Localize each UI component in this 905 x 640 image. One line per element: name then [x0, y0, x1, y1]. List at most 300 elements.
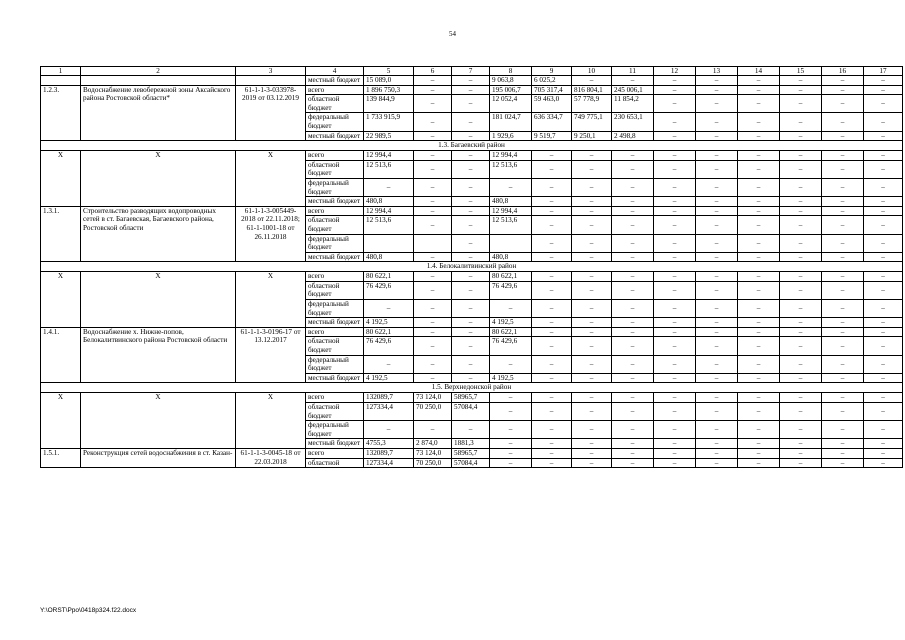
value-cell: –: [452, 355, 490, 373]
value-cell: –: [612, 272, 654, 282]
value-cell: –: [864, 355, 903, 373]
value-cell: –: [738, 178, 780, 196]
funding-source: всего: [306, 448, 364, 458]
value-cell: –: [532, 393, 572, 403]
value-cell: –: [654, 337, 696, 355]
value-cell: –: [414, 85, 452, 95]
blank-cell: [236, 76, 306, 86]
value-cell: 76 429,6: [490, 281, 532, 299]
value-cell: –: [822, 439, 864, 449]
funding-source: федеральный бюджет: [306, 234, 364, 252]
value-cell: –: [696, 355, 738, 373]
value-cell: 15 089,0: [364, 76, 414, 86]
value-cell: –: [780, 234, 822, 252]
funding-source: местный бюджет: [306, 439, 364, 449]
value-cell: –: [572, 393, 612, 403]
value-cell: 80 622,1: [490, 327, 532, 337]
value-cell: –: [780, 281, 822, 299]
value-cell: –: [864, 448, 903, 458]
value-cell: –: [532, 300, 572, 318]
value-cell: [364, 234, 414, 252]
value-cell: –: [864, 272, 903, 282]
value-cell: –: [822, 327, 864, 337]
value-cell: –: [738, 252, 780, 262]
table-row: [41, 206, 903, 216]
value-cell: –: [696, 178, 738, 196]
value-cell: –: [822, 113, 864, 131]
funding-source: областной бюджет: [306, 281, 364, 299]
value-cell: –: [696, 197, 738, 207]
section-title: 1.4. Белокалитвинский район: [41, 262, 903, 272]
value-cell: –: [414, 272, 452, 282]
value-cell: –: [414, 178, 452, 196]
value-cell: –: [780, 178, 822, 196]
value-cell: –: [696, 393, 738, 403]
value-cell: –: [572, 197, 612, 207]
value-cell: –: [738, 421, 780, 439]
value-cell: 480,8: [490, 252, 532, 262]
value-cell: –: [654, 272, 696, 282]
value-cell: –: [780, 85, 822, 95]
value-cell: –: [822, 234, 864, 252]
value-cell: –: [654, 131, 696, 141]
value-cell: –: [738, 197, 780, 207]
item-name: Водоснабжение левобережной зоны Аксайского района Ростовской области*: [81, 85, 236, 141]
value-cell: 6 025,2: [532, 76, 572, 86]
value-cell: –: [822, 393, 864, 403]
value-cell: –: [654, 113, 696, 131]
value-cell: –: [696, 337, 738, 355]
value-cell: –: [452, 113, 490, 131]
value-cell: –: [654, 151, 696, 161]
value-cell: –: [696, 131, 738, 141]
file-path-footer: Y:\ORST\Ppo\0418p324.f22.docx: [40, 607, 137, 614]
value-cell: –: [612, 458, 654, 468]
value-cell: 22 989,5: [364, 131, 414, 141]
value-cell: –: [654, 281, 696, 299]
value-cell: –: [414, 216, 452, 234]
value-cell: 181 024,7: [490, 113, 532, 131]
value-cell: –: [572, 318, 612, 328]
value-cell: –: [696, 95, 738, 113]
table-row: [41, 85, 903, 95]
value-cell: –: [654, 76, 696, 86]
registration-number: 61-1-1-3-0045-18 от 22.03.2018: [236, 448, 306, 467]
value-cell: –: [532, 327, 572, 337]
value-cell: 58965,7: [452, 448, 490, 458]
funding-source: всего: [306, 85, 364, 95]
item-name: Х: [81, 393, 236, 449]
value-cell: –: [532, 373, 572, 383]
value-cell: 4 192,5: [364, 373, 414, 383]
funding-source: федеральный бюджет: [306, 178, 364, 196]
value-cell: –: [572, 252, 612, 262]
value-cell: –: [532, 355, 572, 373]
value-cell: –: [822, 151, 864, 161]
funding-source: областной бюджет: [306, 95, 364, 113]
value-cell: –: [572, 448, 612, 458]
value-cell: –: [738, 85, 780, 95]
funding-source: местный бюджет: [306, 76, 364, 86]
value-cell: –: [780, 327, 822, 337]
value-cell: –: [612, 393, 654, 403]
value-cell: –: [696, 421, 738, 439]
value-cell: –: [822, 458, 864, 468]
column-number: 3: [236, 67, 306, 76]
value-cell: –: [532, 272, 572, 282]
value-cell: –: [864, 327, 903, 337]
value-cell: –: [738, 113, 780, 131]
value-cell: –: [864, 421, 903, 439]
value-cell: –: [780, 160, 822, 178]
value-cell: –: [452, 272, 490, 282]
value-cell: –: [864, 373, 903, 383]
value-cell: 2 498,8: [612, 131, 654, 141]
value-cell: –: [864, 113, 903, 131]
value-cell: 480,8: [364, 252, 414, 262]
value-cell: –: [364, 421, 414, 439]
value-cell: –: [572, 206, 612, 216]
value-cell: –: [864, 178, 903, 196]
budget-table: [40, 66, 903, 468]
value-cell: –: [572, 234, 612, 252]
value-cell: –: [414, 76, 452, 86]
value-cell: –: [452, 421, 490, 439]
column-number: 11: [612, 67, 654, 76]
value-cell: –: [864, 206, 903, 216]
value-cell: –: [822, 131, 864, 141]
value-cell: –: [822, 373, 864, 383]
item-name: Строительство разводящих водопроводных сетей в ст. Багаевская, Багаевского района, Ростовской области: [81, 206, 236, 262]
value-cell: –: [780, 206, 822, 216]
funding-source: областной бюджет: [306, 403, 364, 421]
item-code: 1.3.1.: [41, 206, 81, 262]
value-cell: –: [490, 403, 532, 421]
item-code: Х: [41, 393, 81, 449]
value-cell: –: [696, 403, 738, 421]
value-cell: –: [696, 76, 738, 86]
value-cell: 1 896 750,3: [364, 85, 414, 95]
table-row: [41, 76, 903, 86]
value-cell: –: [490, 439, 532, 449]
value-cell: –: [532, 178, 572, 196]
value-cell: –: [696, 252, 738, 262]
table-row: [41, 327, 903, 337]
value-cell: [490, 234, 532, 252]
value-cell: –: [612, 448, 654, 458]
value-cell: –: [738, 327, 780, 337]
value-cell: –: [612, 373, 654, 383]
value-cell: –: [612, 234, 654, 252]
value-cell: 12 994,4: [364, 151, 414, 161]
funding-source: всего: [306, 272, 364, 282]
value-cell: –: [822, 355, 864, 373]
value-cell: –: [364, 178, 414, 196]
column-number-row: [41, 67, 903, 76]
value-cell: –: [654, 160, 696, 178]
value-cell: 12 513,6: [490, 160, 532, 178]
value-cell: –: [532, 337, 572, 355]
value-cell: –: [738, 448, 780, 458]
value-cell: –: [452, 76, 490, 86]
value-cell: –: [696, 373, 738, 383]
value-cell: 480,8: [490, 197, 532, 207]
funding-source: всего: [306, 206, 364, 216]
column-number: 8: [490, 67, 532, 76]
value-cell: –: [864, 197, 903, 207]
value-cell: –: [654, 252, 696, 262]
value-cell: –: [864, 252, 903, 262]
value-cell: –: [532, 281, 572, 299]
section-title: 1.5. Верхнедонской район: [41, 383, 903, 393]
value-cell: –: [532, 448, 572, 458]
value-cell: –: [452, 318, 490, 328]
value-cell: –: [654, 216, 696, 234]
value-cell: –: [612, 337, 654, 355]
value-cell: 139 844,9: [364, 95, 414, 113]
value-cell: –: [572, 178, 612, 196]
value-cell: 57084,4: [452, 403, 490, 421]
value-cell: –: [864, 216, 903, 234]
value-cell: –: [780, 95, 822, 113]
value-cell: –: [654, 318, 696, 328]
value-cell: 4 192,5: [490, 318, 532, 328]
value-cell: –: [414, 327, 452, 337]
value-cell: –: [822, 206, 864, 216]
value-cell: –: [654, 95, 696, 113]
value-cell: –: [696, 318, 738, 328]
value-cell: –: [864, 281, 903, 299]
value-cell: –: [452, 234, 490, 252]
value-cell: –: [572, 337, 612, 355]
funding-source: областной бюджет: [306, 160, 364, 178]
value-cell: –: [612, 300, 654, 318]
value-cell: –: [532, 318, 572, 328]
value-cell: –: [780, 272, 822, 282]
value-cell: –: [452, 95, 490, 113]
item-code: 1.4.1.: [41, 327, 81, 383]
value-cell: –: [738, 76, 780, 86]
value-cell: –: [822, 421, 864, 439]
value-cell: –: [452, 216, 490, 234]
value-cell: –: [572, 373, 612, 383]
value-cell: –: [532, 197, 572, 207]
funding-source: всего: [306, 393, 364, 403]
registration-number: Х: [236, 393, 306, 449]
column-number: 9: [532, 67, 572, 76]
value-cell: –: [780, 318, 822, 328]
value-cell: –: [780, 337, 822, 355]
value-cell: –: [864, 131, 903, 141]
value-cell: –: [864, 458, 903, 468]
item-name: Х: [81, 151, 236, 207]
value-cell: –: [738, 300, 780, 318]
value-cell: –: [414, 373, 452, 383]
value-cell: –: [612, 206, 654, 216]
funding-source: всего: [306, 327, 364, 337]
value-cell: 73 124,0: [414, 393, 452, 403]
value-cell: –: [822, 76, 864, 86]
value-cell: –: [612, 318, 654, 328]
value-cell: –: [738, 439, 780, 449]
value-cell: –: [612, 216, 654, 234]
value-cell: –: [452, 281, 490, 299]
value-cell: –: [738, 403, 780, 421]
value-cell: –: [696, 272, 738, 282]
value-cell: –: [822, 85, 864, 95]
value-cell: 80 622,1: [490, 272, 532, 282]
value-cell: 73 124,0: [414, 448, 452, 458]
value-cell: –: [414, 95, 452, 113]
funding-source: областной: [306, 458, 364, 468]
value-cell: –: [780, 113, 822, 131]
value-cell: [414, 234, 452, 252]
value-cell: –: [864, 439, 903, 449]
value-cell: –: [780, 373, 822, 383]
value-cell: 12 994,4: [490, 151, 532, 161]
value-cell: –: [822, 337, 864, 355]
value-cell: –: [452, 85, 490, 95]
value-cell: –: [822, 281, 864, 299]
value-cell: 76 429,6: [364, 281, 414, 299]
value-cell: –: [612, 281, 654, 299]
value-cell: –: [532, 206, 572, 216]
value-cell: –: [532, 160, 572, 178]
value-cell: 12 994,4: [490, 206, 532, 216]
value-cell: –: [490, 300, 532, 318]
value-cell: 12 513,6: [364, 216, 414, 234]
value-cell: –: [654, 458, 696, 468]
value-cell: –: [738, 206, 780, 216]
value-cell: –: [414, 318, 452, 328]
value-cell: 816 804,1: [572, 85, 612, 95]
value-cell: –: [780, 448, 822, 458]
value-cell: –: [738, 458, 780, 468]
column-number: 1: [41, 67, 81, 76]
value-cell: –: [532, 458, 572, 468]
value-cell: –: [532, 151, 572, 161]
value-cell: –: [612, 151, 654, 161]
funding-source: местный бюджет: [306, 252, 364, 262]
column-number: 4: [306, 67, 364, 76]
value-cell: –: [532, 403, 572, 421]
value-cell: –: [822, 300, 864, 318]
value-cell: 80 622,1: [364, 272, 414, 282]
value-cell: –: [696, 216, 738, 234]
value-cell: –: [452, 300, 490, 318]
value-cell: 132089,7: [364, 393, 414, 403]
value-cell: –: [490, 178, 532, 196]
value-cell: –: [612, 355, 654, 373]
table-row: [41, 151, 903, 161]
table-row: [41, 272, 903, 282]
item-name: Х: [81, 272, 236, 328]
value-cell: –: [738, 373, 780, 383]
value-cell: –: [612, 327, 654, 337]
value-cell: –: [738, 151, 780, 161]
column-number: 7: [452, 67, 490, 76]
value-cell: 230 653,1: [612, 113, 654, 131]
value-cell: –: [572, 355, 612, 373]
value-cell: –: [612, 403, 654, 421]
funding-source: областной бюджет: [306, 216, 364, 234]
value-cell: –: [654, 448, 696, 458]
value-cell: –: [780, 421, 822, 439]
value-cell: –: [780, 197, 822, 207]
column-number: 12: [654, 67, 696, 76]
value-cell: –: [414, 252, 452, 262]
value-cell: 76 429,6: [364, 337, 414, 355]
value-cell: 4 192,5: [364, 318, 414, 328]
value-cell: –: [696, 300, 738, 318]
value-cell: –: [654, 300, 696, 318]
value-cell: –: [738, 393, 780, 403]
section-row: [41, 383, 903, 393]
value-cell: –: [572, 421, 612, 439]
value-cell: –: [696, 206, 738, 216]
registration-number: Х: [236, 151, 306, 207]
value-cell: –: [414, 131, 452, 141]
section-row: [41, 262, 903, 272]
value-cell: –: [414, 206, 452, 216]
column-number: 10: [572, 67, 612, 76]
value-cell: –: [738, 234, 780, 252]
value-cell: –: [654, 234, 696, 252]
value-cell: 195 006,7: [490, 85, 532, 95]
section-title: 1.3. Багаевский район: [41, 141, 903, 151]
value-cell: –: [864, 300, 903, 318]
value-cell: 57 778,9: [572, 95, 612, 113]
value-cell: –: [532, 252, 572, 262]
value-cell: –: [572, 403, 612, 421]
value-cell: –: [612, 252, 654, 262]
column-number: 14: [738, 67, 780, 76]
value-cell: 11 854,2: [612, 95, 654, 113]
funding-source: местный бюджет: [306, 197, 364, 207]
column-number: 13: [696, 67, 738, 76]
value-cell: –: [780, 439, 822, 449]
value-cell: 2 874,0: [414, 439, 452, 449]
value-cell: –: [780, 216, 822, 234]
funding-source: федеральный бюджет: [306, 300, 364, 318]
value-cell: –: [780, 151, 822, 161]
registration-number: 61-1-1-3-033978-2019 от 03.12.2019: [236, 85, 306, 141]
item-code: 1.2.3.: [41, 85, 81, 141]
value-cell: –: [612, 439, 654, 449]
section-row: [41, 141, 903, 151]
value-cell: –: [780, 393, 822, 403]
column-number: 17: [864, 67, 903, 76]
value-cell: –: [822, 95, 864, 113]
value-cell: –: [612, 197, 654, 207]
value-cell: –: [364, 300, 414, 318]
value-cell: –: [572, 281, 612, 299]
registration-number: Х: [236, 272, 306, 328]
value-cell: –: [612, 421, 654, 439]
value-cell: –: [572, 300, 612, 318]
item-code: 1.5.1.: [41, 448, 81, 467]
value-cell: –: [654, 439, 696, 449]
value-cell: –: [452, 197, 490, 207]
value-cell: 9 063,8: [490, 76, 532, 86]
value-cell: –: [654, 355, 696, 373]
value-cell: –: [452, 252, 490, 262]
value-cell: –: [780, 458, 822, 468]
value-cell: –: [822, 318, 864, 328]
registration-number: 61-1-1-3-005449-2018 от 22.11.2018; 61-1-1001-18 от 26.11.2018: [236, 206, 306, 262]
value-cell: 1881,3: [452, 439, 490, 449]
value-cell: –: [822, 216, 864, 234]
